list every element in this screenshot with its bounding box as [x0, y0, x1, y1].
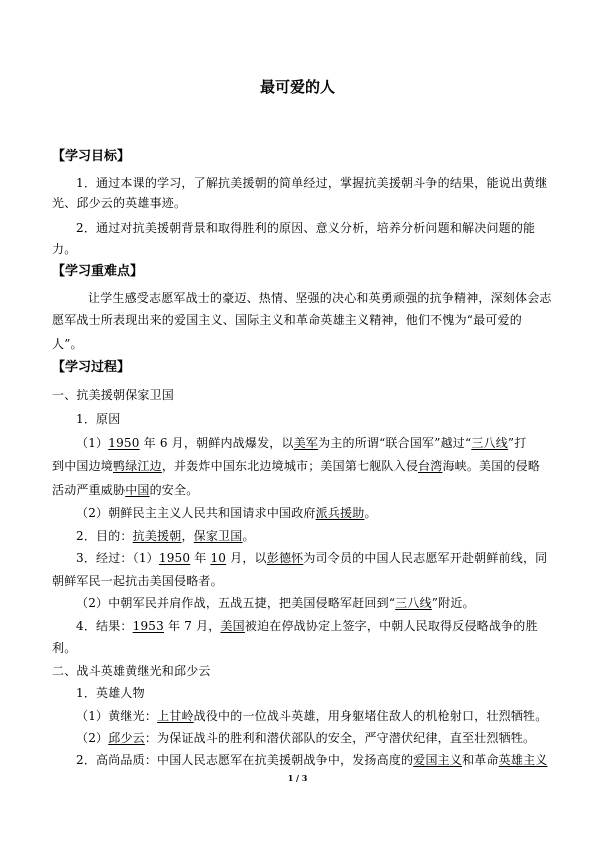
text-segment: 和革命 [462, 753, 499, 767]
section-heading-goals: 【学习目标】 [52, 149, 131, 164]
text-segment: 到中国边境 [52, 459, 114, 473]
text-segment: （1）黄继光： [76, 709, 158, 723]
text-line [52, 458, 540, 474]
text-line [76, 175, 547, 191]
text-line [76, 220, 535, 236]
underlined-term: 抗美援朝 [132, 529, 182, 543]
text-segment: 1．英雄人物 [76, 686, 145, 700]
text-segment: （1） [76, 436, 109, 450]
text-segment: 一、抗美援朝保家卫国 [52, 388, 175, 402]
text-segment: 。 [364, 506, 377, 520]
text-line [76, 528, 255, 544]
text-segment: 1．原因 [76, 412, 121, 426]
text-segment: 2．通过对抗美援朝背景和取得胜利的原因、意义分析，培养分析问题和解决问题的能 [76, 221, 536, 235]
underlined-term: 1950 [108, 436, 140, 450]
text-segment: 1．通过本课的学习，了解抗美援朝的简单经过，掌握抗美援朝斗争的结果，能说出黄继 [76, 176, 548, 190]
text-segment: 力。 [52, 242, 77, 256]
text-line [76, 730, 535, 746]
underlined-term: 派兵援助 [315, 506, 365, 520]
text-line [52, 573, 223, 589]
text-segment: （2） [76, 731, 109, 745]
underlined-term: 1950 [158, 551, 191, 565]
text-line [52, 312, 522, 328]
text-segment: 为司令员的中国人民志愿军开赴朝鲜前线，同 [303, 551, 548, 565]
text-line [76, 411, 120, 427]
text-line [76, 618, 538, 634]
text-line [76, 505, 377, 521]
underlined-term: 爱国主义 [413, 753, 463, 767]
text-segment: ”附近。 [431, 596, 475, 610]
text-segment: 4．结果： [76, 619, 133, 633]
text-segment: 2．高尚品质：中国人民志愿军在抗美援朝战争中，发扬高度的 [76, 753, 414, 767]
text-segment: 利。 [52, 641, 77, 655]
text-line [52, 336, 83, 352]
text-line [52, 241, 76, 257]
text-segment: 2．目的： [76, 529, 133, 543]
text-segment: 战役中的一位战斗英雄，用身躯堵住敌人的机枪射口，壮烈牺牲。 [193, 709, 548, 723]
underlined-term: 10 [210, 551, 227, 565]
text-segment: ，并轰炸中国东北边境城市；美国第七舰队入侵 [161, 459, 419, 473]
underlined-term: 彭德怀 [266, 551, 304, 565]
text-line [52, 482, 198, 498]
text-line [76, 752, 547, 768]
section-heading-process: 【学习过程】 [52, 360, 131, 375]
underlined-term: 美国 [220, 619, 245, 633]
underlined-term: 上甘岭 [157, 709, 194, 723]
page-number: 1 / 3 [287, 773, 308, 783]
text-segment: 活动严重威胁 [52, 483, 126, 497]
text-segment: 二、战斗英雄黄继光和邱少云 [52, 664, 211, 678]
text-segment: 愿军战士所表现出来的爱国主义、国际主义和革命英雄主义精神，他们不愧为“最可爱的 [52, 313, 522, 327]
text-segment: ”打 [507, 436, 527, 450]
text-segment: ：为保证战斗的胜利和潜伏部队的安全，严守潜伏纪律，直至壮烈牺牲。 [144, 731, 536, 745]
text-segment: 。 [242, 529, 255, 543]
text-segment: （2）朝鲜民主主义人民共和国请求中国政府 [76, 506, 316, 520]
underlined-term: 保家卫国 [193, 529, 243, 543]
section-heading-difficulties: 【学习重难点】 [52, 264, 144, 279]
text-line [76, 595, 475, 611]
text-segment: 为主的所谓“联合国军”越过“ [318, 436, 472, 450]
underlined-term: 美军 [293, 436, 319, 450]
page-title: 最可爱的人 [259, 78, 335, 96]
text-segment: （2）中朝军民并肩作战，五战五捷，把美国侵略军赶回到“ [76, 596, 396, 610]
text-segment: 让学生感受志愿军战士的豪迈、热情、坚强的决心和英勇顽强的抗争精神，深刻体会志 [88, 291, 552, 305]
text-line [76, 708, 547, 724]
text-line [76, 550, 547, 566]
underlined-term: 三八线 [395, 596, 432, 610]
text-line [88, 290, 552, 306]
text-line [76, 685, 145, 701]
text-line [76, 435, 526, 451]
underlined-term: 三八线 [471, 436, 508, 450]
text-segment: 月，以 [226, 551, 267, 565]
subsection-heading [52, 387, 174, 403]
underlined-term: 英雄主义 [498, 753, 548, 767]
text-segment: ， [181, 529, 194, 543]
text-line [52, 195, 186, 211]
subsection-heading [52, 663, 211, 679]
text-segment: 的安全。 [149, 483, 199, 497]
text-segment: 朝鲜军民一起抗击美国侵略者。 [52, 574, 223, 588]
text-line [52, 640, 76, 656]
text-segment: 海峡。美国的侵略 [442, 459, 541, 473]
text-segment: 光、邱少云的英雄事迹。 [52, 196, 187, 210]
text-segment: 被迫在停战协定上签字，中朝人民取得反侵略战争的胜 [244, 619, 538, 633]
underlined-term: 1953 [132, 619, 164, 633]
underlined-term: 中国 [125, 483, 150, 497]
underlined-term: 鸭绿江边 [113, 459, 162, 473]
text-segment: 年 7 月， [163, 619, 221, 633]
underlined-term: 邱少云 [108, 731, 145, 745]
underlined-term: 台湾 [418, 459, 443, 473]
text-segment: 人”。 [52, 337, 83, 351]
text-segment: 年 [190, 551, 211, 565]
text-segment: 年 6 月，朝鲜内战爆发，以 [139, 436, 294, 450]
text-segment: 3．经过：（1） [76, 551, 159, 565]
